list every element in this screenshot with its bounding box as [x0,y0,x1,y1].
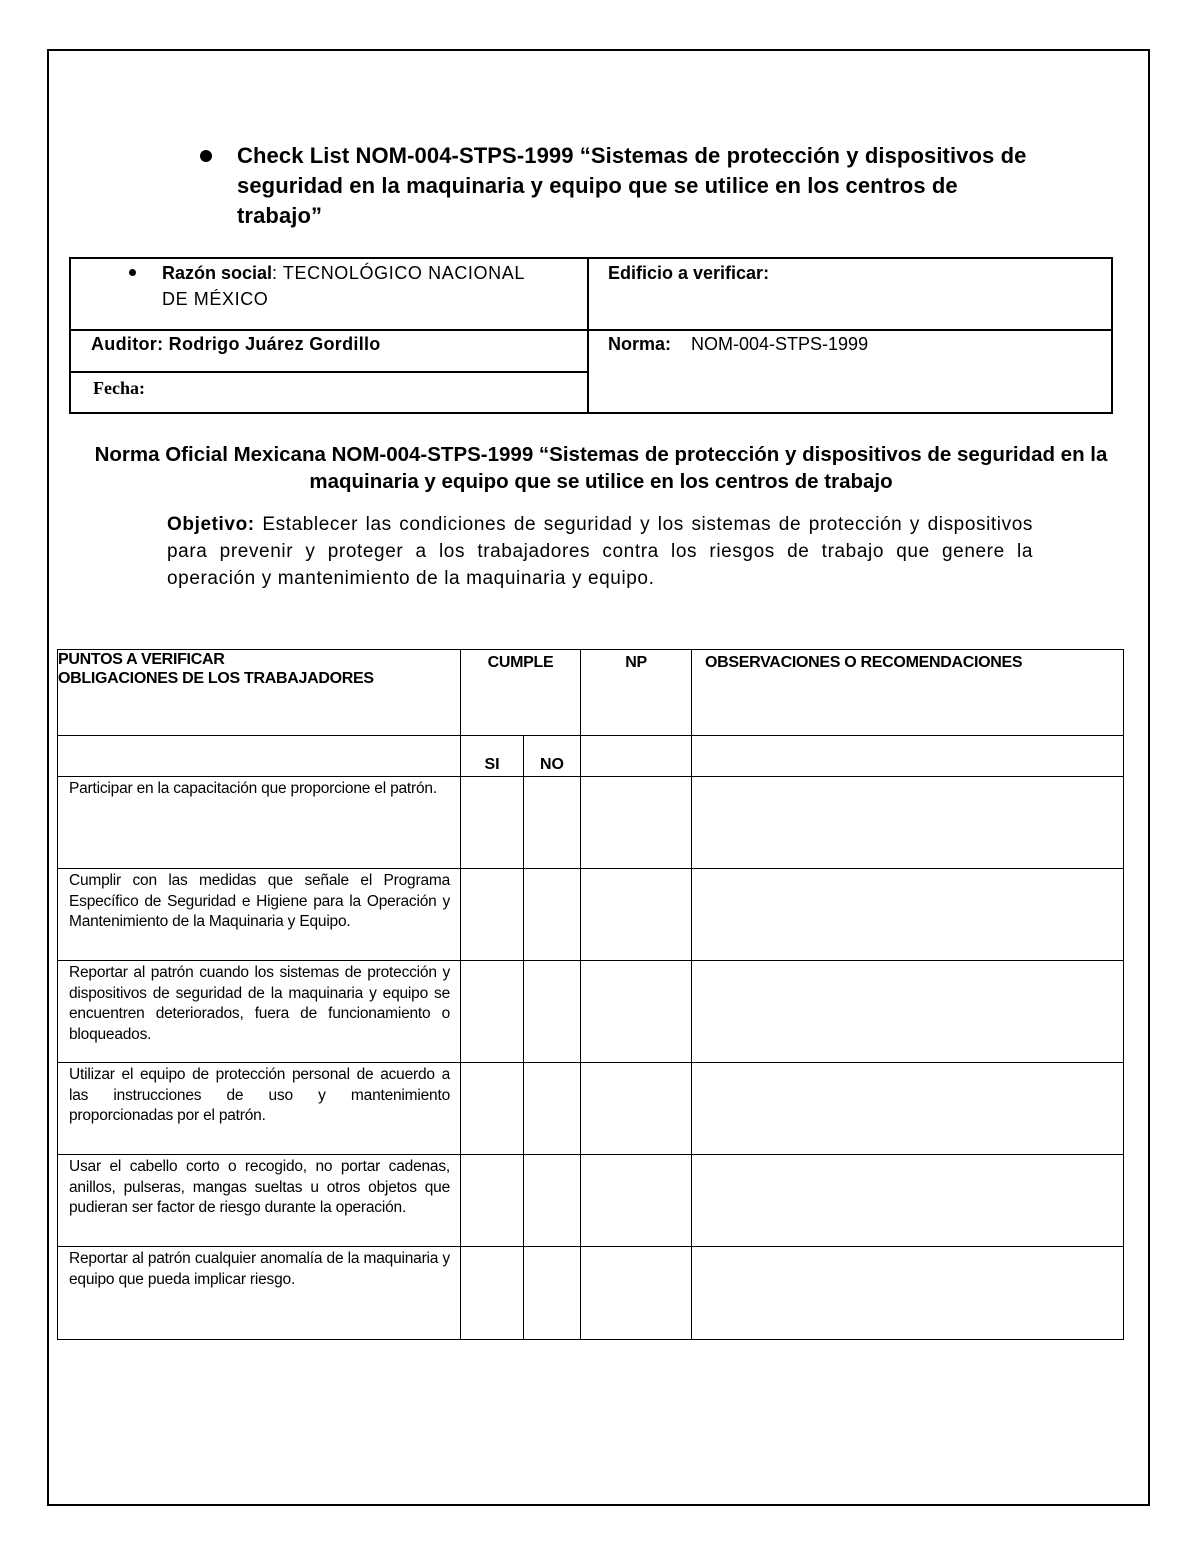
table-row [58,961,1124,1063]
divider [71,371,588,373]
empty-cell [692,736,1124,777]
observaciones-cell[interactable] [692,777,1124,869]
checklist-item-text: Cumplir con las medidas que señale el Programa Específico de Seguridad e Higiene para la Operación y Mantenimiento de la Maquinaria y Equipo. [58,869,461,961]
table-row [58,869,1124,961]
no-checkbox-cell[interactable] [524,869,581,961]
si-checkbox-cell[interactable] [461,961,524,1063]
edificio-label: Edificio a verificar: [608,263,770,283]
razon-social-field [162,260,552,312]
document-title [200,141,1030,231]
auditor-label: Auditor: Rodrigo Juárez Gordillo [91,334,381,354]
observaciones-cell[interactable] [692,1155,1124,1247]
np-checkbox-cell[interactable] [581,1247,692,1340]
table-row [58,777,1124,869]
table-row [58,1247,1124,1340]
norma-field [608,331,868,357]
divider [587,259,589,412]
np-checkbox-cell[interactable] [581,1063,692,1155]
si-checkbox-cell[interactable] [461,1155,524,1247]
checklist-item-text: Utilizar el equipo de protección personal de acuerdo a las instrucciones de uso y mantenimiento proporcionadas por el patrón. [58,1063,461,1155]
table-row [58,1155,1124,1247]
norma-label: Norma: [608,334,672,354]
checklist-item-text: Usar el cabello corto o recogido, no portar cadenas, anillos, pulseras, mangas sueltas u otros objetos que pudieran ser factor de riesgo durante la operación. [58,1155,461,1247]
norma-value: NOM-004-STPS-1999 [691,334,869,354]
si-checkbox-cell[interactable] [461,777,524,869]
observaciones-cell[interactable] [692,1063,1124,1155]
subheader-si: SI [461,736,524,777]
np-checkbox-cell[interactable] [581,777,692,869]
table-header-row [58,650,1124,736]
points-header-line2: OBLIGACIONES DE LOS TRABAJADORES [58,670,374,687]
table-subheader-row [58,736,1124,777]
bullet-icon [129,269,136,276]
observaciones-cell[interactable] [692,1247,1124,1340]
razon-social-label: Razón social [162,263,273,283]
checklist-item-text: Reportar al patrón cuando los sistemas de protección y dispositivos de seguridad de la maquinaria y equipo se encuentren deteriorados, fuera de funcionamiento o bloqueados. [58,961,461,1063]
no-checkbox-cell[interactable] [524,961,581,1063]
observaciones-cell[interactable] [692,869,1124,961]
si-checkbox-cell[interactable] [461,1247,524,1340]
si-checkbox-cell[interactable] [461,869,524,961]
column-header-observaciones: OBSERVACIONES O RECOMENDACIONES [692,650,1124,736]
fecha-label: Fecha: [93,378,145,398]
objective-text: Establecer las condiciones de seguridad y los sistemas de protección y dispositivos para prevenir y proteger a los trabajadores contra los riesgos de trabajo que genere la operación y mantenimiento de la maquinaria y equipo. [167,514,1033,589]
np-checkbox-cell[interactable] [581,961,692,1063]
objective-label: Objetivo: [167,514,255,535]
points-header-line1: PUNTOS A VERIFICAR [58,651,225,668]
observaciones-cell[interactable] [692,961,1124,1063]
empty-cell [581,736,692,777]
column-header-cumple: CUMPLE [461,650,581,736]
no-checkbox-cell[interactable] [524,1063,581,1155]
objective-paragraph [167,511,1033,592]
subheader-no: NO [524,736,581,777]
section-heading: Norma Oficial Mexicana NOM-004-STPS-1999 “Sistemas de protección y dispositivos de seguridad en la maquinaria y equipo que se utilice en los centros de trabajo [94,443,1108,493]
checklist-item-text: Reportar al patrón cualquier anomalía de la maquinaria y equipo que pueda implicar riesgo. [58,1247,461,1340]
table-row [58,1063,1124,1155]
si-checkbox-cell[interactable] [461,1063,524,1155]
no-checkbox-cell[interactable] [524,1247,581,1340]
checklist-table [57,649,1124,1340]
header-info-table [69,257,1113,414]
column-header-np: NP [581,650,692,736]
razon-social-value: : TECNOLÓGICO NACIONAL DE MÉXICO [162,263,525,309]
checklist-item-text: Participar en la capacitación que proporcione el patrón. [58,777,461,869]
bullet-icon [200,150,212,162]
np-checkbox-cell[interactable] [581,869,692,961]
column-header-points [58,650,461,736]
title-text: Check List NOM-004-STPS-1999 “Sistemas de protección y dispositivos de seguridad en la maquinaria y equipo que se utilice en los centros de trabajo” [237,143,1027,228]
no-checkbox-cell[interactable] [524,777,581,869]
no-checkbox-cell[interactable] [524,1155,581,1247]
np-checkbox-cell[interactable] [581,1155,692,1247]
empty-cell [58,736,461,777]
